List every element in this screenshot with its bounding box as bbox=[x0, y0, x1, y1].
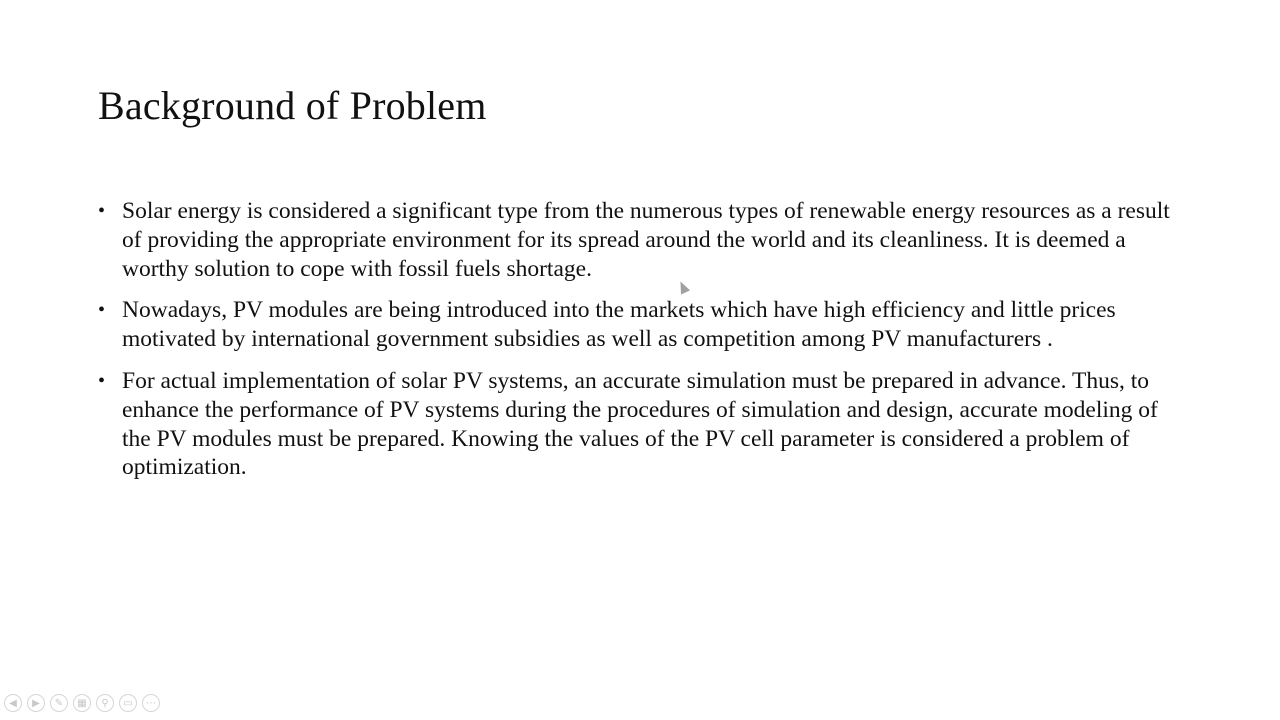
zoom-icon[interactable]: ⚲ bbox=[96, 694, 114, 712]
bullet-item bbox=[98, 197, 1188, 283]
more-options-icon[interactable]: ⋯ bbox=[142, 694, 160, 712]
slides-grid-icon[interactable]: ▦ bbox=[73, 694, 91, 712]
subtitles-icon[interactable]: ▭ bbox=[119, 694, 137, 712]
pen-icon[interactable]: ✎ bbox=[50, 694, 68, 712]
bullet-marker: • bbox=[98, 200, 106, 222]
bullet-item bbox=[98, 296, 1188, 354]
bullet-text: Nowadays, PV modules are being introduced into the markets which have high efficiency and little prices motivated by international government subsidies as well as competition among PV manufacturers . bbox=[122, 297, 1116, 353]
bullet-item bbox=[98, 367, 1188, 482]
bullet-list bbox=[98, 197, 1188, 495]
previous-slide-icon[interactable]: ◀ bbox=[4, 694, 22, 712]
bullet-text: For actual implementation of solar PV systems, an accurate simulation must be prepared in advance. Thus, to enhance the performance of PV systems during the procedures of simulation and design, accurate modeling of the PV modules must be prepared. Knowing the values of the PV cell parameter is considered a problem of optimization. bbox=[122, 367, 1158, 481]
slide-title: Background of Problem bbox=[98, 83, 487, 128]
bullet-marker: • bbox=[98, 369, 106, 392]
bullet-marker: • bbox=[98, 299, 106, 322]
bullet-text: Solar energy is considered a significant type from the numerous types of renewable energy resources as a result of providing the appropriate environment for its spread around the world and its cleanliness. It is deemed a worthy solution to cope with fossil fuels shortage. bbox=[122, 198, 1170, 282]
slideshow-controls bbox=[4, 694, 160, 712]
next-slide-icon[interactable]: ▶ bbox=[27, 694, 45, 712]
